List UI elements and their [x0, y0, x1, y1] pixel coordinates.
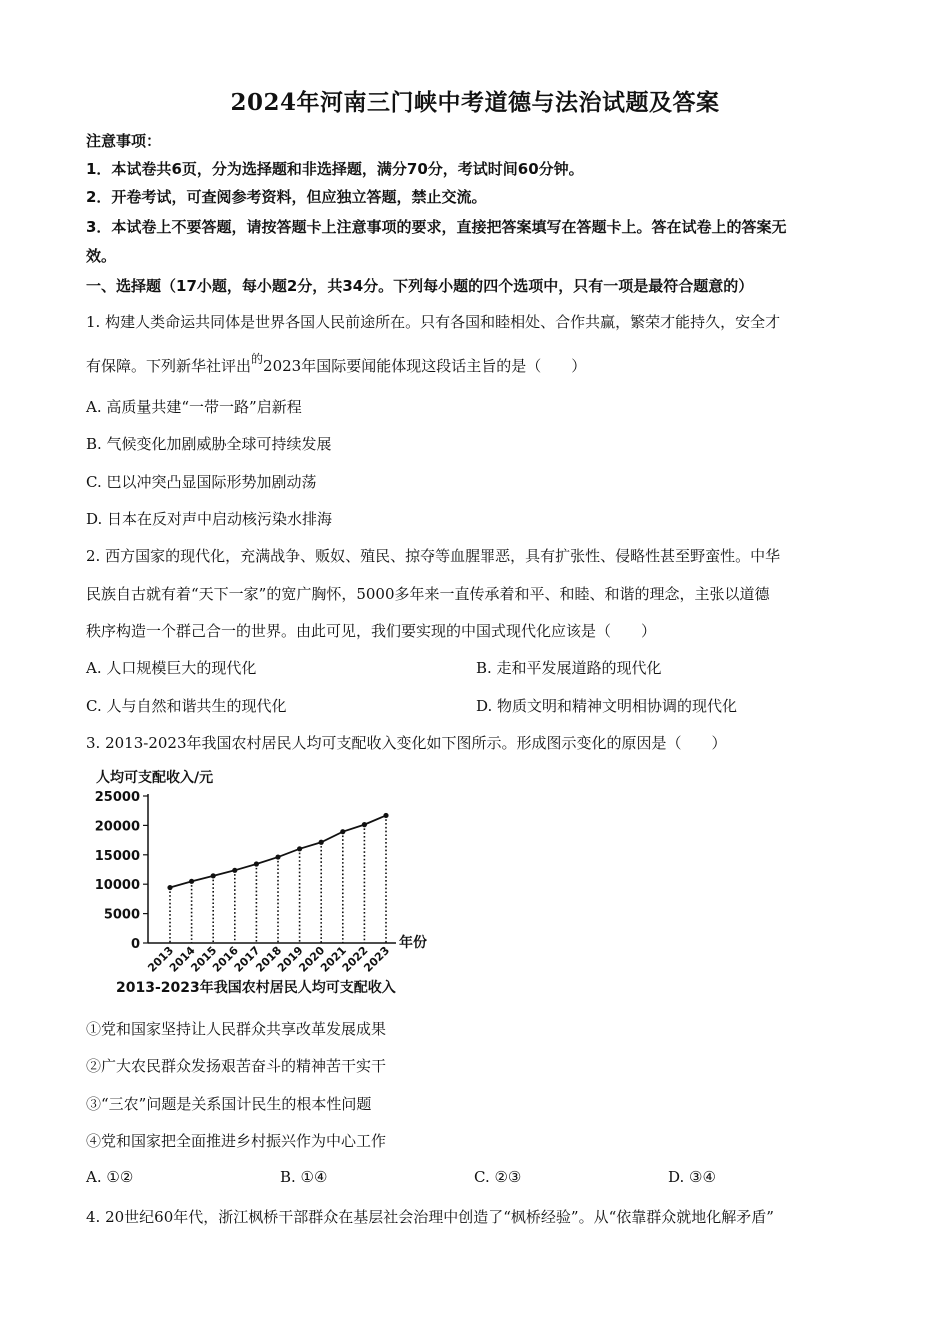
- chart-x-tick-label: 2022: [339, 943, 371, 975]
- chart-data-point: [319, 840, 324, 845]
- q3-statement-1: ①党和国家坚持让人民群众共享改革发展成果: [86, 1020, 387, 1038]
- q3-option-a: A. ①②: [86, 1168, 134, 1186]
- chart-x-tick-label: 2017: [231, 943, 263, 975]
- chart-title: 2013-2023年我国农村居民人均可支配收入: [116, 980, 396, 996]
- q3-stem: 3. 2013-2023年我国农村居民人均可支配收入变化如下图所示。形成图示变化的原因是（ ）: [86, 734, 727, 752]
- chart-x-tick-label: 2018: [253, 943, 285, 975]
- q3-statement-2: ②广大农民群众发扬艰苦奋斗的精神苦干实干: [86, 1057, 387, 1075]
- notice-item-3: 3．本试卷上不要答题，请按答题卡上注意事项的要求，直接把答案填写在答题卡上。答在试卷上的答案无: [86, 218, 787, 236]
- q2-stem-line1: 2. 西方国家的现代化，充满战争、贩奴、殖民、掠夺等血腥罪恶，具有扩张性、侵略性甚至野蛮性。中华: [86, 547, 781, 565]
- chart-data-point: [362, 822, 367, 827]
- q3-statement-4: ④党和国家把全面推进乡村振兴作为中心工作: [86, 1132, 387, 1150]
- chart-data-point: [340, 829, 345, 834]
- chart-x-tick-label: 2015: [188, 943, 220, 975]
- chart-data-point: [275, 854, 280, 859]
- q1-option-b: B. 气候变化加剧威胁全球可持续发展: [86, 435, 332, 453]
- q1-option-c: C. 巴以冲突凸显国际形势加剧动荡: [86, 473, 317, 491]
- q1-option-a: A. 高质量共建“一带一路”启新程: [86, 398, 302, 416]
- q3-option-b: B. ①④: [280, 1168, 328, 1186]
- chart-y-tick-label: 0: [130, 937, 140, 952]
- chart-y-tick-label: 25000: [94, 790, 140, 805]
- q1-option-d: D. 日本在反对声中启动核污染水排海: [86, 510, 333, 528]
- chart-y-tick-label: 15000: [94, 848, 140, 864]
- chart-data-point: [297, 846, 302, 851]
- chart-x-tick-label: 2013: [145, 943, 177, 975]
- q1-stem-line2: [86, 352, 876, 376]
- chart-data-point: [189, 879, 194, 884]
- q1-stem-line1: 1. 构建人类命运共同体是世界各国人民前途所在。只有各国和睦相处、合作共赢，繁荣才能持久，安全才: [86, 313, 781, 331]
- chart-y-axis-label: 人均可支配收入/元: [96, 770, 214, 786]
- q2-option-d: D. 物质文明和精神文明相协调的现代化: [476, 697, 738, 715]
- page-title: 2024年河南三门峡中考道德与法治试题及答案: [230, 89, 720, 116]
- q3-option-d: D. ③④: [668, 1168, 716, 1186]
- q2-option-b: B. 走和平发展道路的现代化: [476, 659, 662, 677]
- chart-y-tick-label: 20000: [94, 819, 140, 835]
- q3-option-c: C. ②③: [474, 1168, 522, 1186]
- q2-option-a: A. 人口规模巨大的现代化: [86, 659, 257, 677]
- chart-x-axis-label: 年份: [399, 935, 427, 951]
- income-line-chart: [86, 760, 456, 1005]
- q3-statement-3: ③“三农”问题是关系国计民生的根本性问题: [86, 1095, 372, 1113]
- chart-data-point: [211, 873, 216, 878]
- q2-stem-line2: 民族自古就有着“天下一家”的宽广胸怀，5000多年来一直传承着和平、和睦、和谐的理念，主张以道德: [86, 585, 770, 603]
- chart-x-tick-label: 2021: [318, 943, 349, 975]
- q1-stem-part-b: 的: [251, 352, 264, 366]
- chart-data-point: [383, 813, 388, 818]
- chart-x-tick-label: 2023: [361, 943, 393, 975]
- section-heading: 一、选择题（17小题，每小题2分，共34分。下列每小题的四个选项中，只有一项是最符合题意的）: [86, 277, 754, 295]
- chart-x-tick-label: 2014: [166, 943, 198, 975]
- q1-stem-part-c: 2023年国际要闻能体现这段话主旨的是（ ）: [263, 357, 587, 375]
- q1-stem-part-a: 有保障。下列新华社评出: [86, 357, 252, 375]
- chart-data-point: [167, 885, 172, 890]
- chart-data-point: [232, 868, 237, 873]
- chart-data-point: [254, 861, 259, 866]
- notice-item-2: 2．开卷考试，可查阅参考资料，但应独立答题，禁止交流。: [86, 188, 487, 206]
- notice-item-1: 1．本试卷共6页，分为选择题和非选择题，满分70分，考试时间60分钟。: [86, 160, 584, 178]
- notice-item-3-cont: 效。: [86, 247, 117, 265]
- chart-y-tick-label: 10000: [94, 878, 140, 894]
- chart-x-tick-label: 2016: [210, 943, 241, 975]
- chart-x-tick-label: 2020: [296, 943, 328, 975]
- chart-x-tick-label: 2019: [274, 943, 306, 975]
- notice-heading: 注意事项：: [86, 132, 162, 150]
- q2-option-c: C. 人与自然和谐共生的现代化: [86, 697, 287, 715]
- q2-stem-line3: 秩序构造一个群己合一的世界。由此可见，我们要实现的中国式现代化应该是（ ）: [86, 622, 657, 640]
- chart-y-tick-label: 5000: [103, 907, 140, 923]
- q4-stem-line1: 4. 20世纪60年代，浙江枫桥干部群众在基层社会治理中创造了“枫桥经验”。从“依靠群众就地化解矛盾”: [86, 1208, 774, 1226]
